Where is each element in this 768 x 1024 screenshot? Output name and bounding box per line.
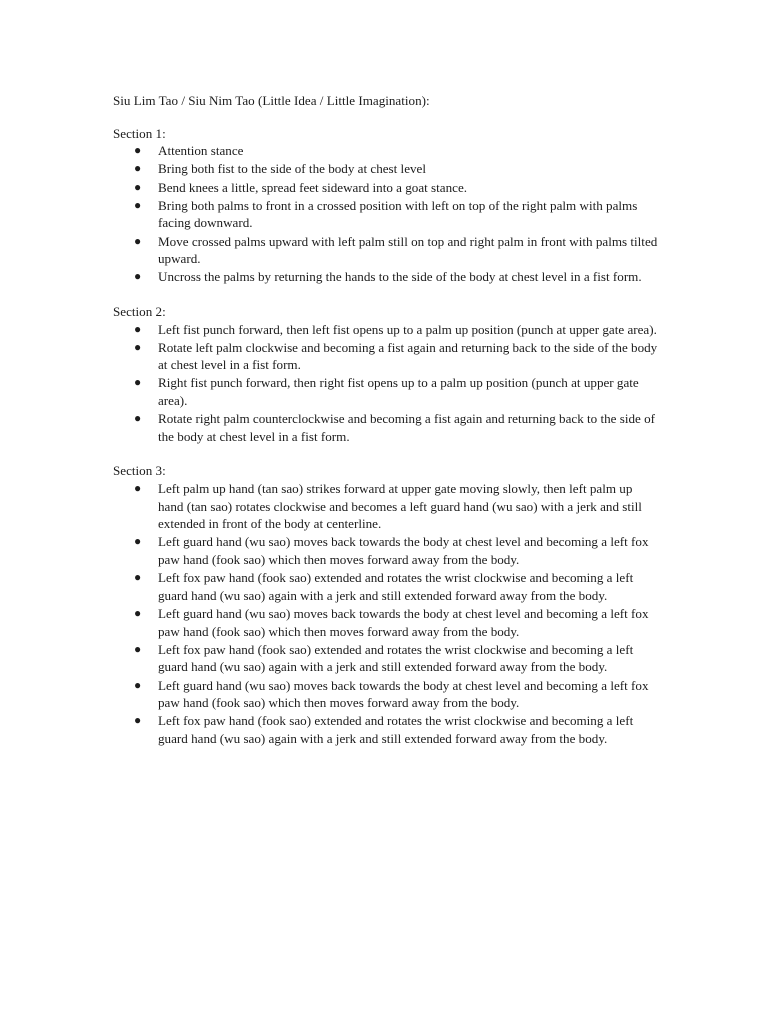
list-item xyxy=(134,339,661,374)
list-item xyxy=(134,268,661,286)
list-item xyxy=(134,410,661,445)
list-item-text: Rotate right palm counterclockwise and becoming a fist again and returning back to the side of the body at chest level in a fist form. xyxy=(158,411,656,444)
list-item xyxy=(134,197,661,232)
bullet-icon: ● xyxy=(134,233,142,248)
list-item-text: Right fist punch forward, then right fist opens up to a palm up position (punch at upper gate area). xyxy=(158,375,639,409)
bullet-icon: ● xyxy=(134,641,142,656)
list-item-text: Left fox paw hand (fook sao) extended and rotates the wrist clockwise and becoming a left guard hand (wu sao) again with a jerk and still extended forward away from the body. xyxy=(158,713,634,746)
step-list xyxy=(113,480,661,747)
list-item xyxy=(134,677,661,712)
list-item-text: Left guard hand (wu sao) moves back towards the body at chest level and becoming a left fox paw hand (fook sao) which then moves forward away from the body. xyxy=(158,605,649,639)
list-item xyxy=(134,712,661,747)
step-list xyxy=(113,142,661,286)
bullet-icon: ● xyxy=(134,481,142,496)
list-item xyxy=(134,641,661,676)
list-item-text: Bring both fist to the side of the body at chest level xyxy=(158,161,427,177)
list-item xyxy=(134,321,661,339)
bullet-icon: ● xyxy=(134,197,142,212)
list-item-text: Attention stance xyxy=(158,143,244,159)
list-item xyxy=(134,605,661,640)
list-item xyxy=(134,374,661,409)
list-item-text: Bring both palms to front in a crossed position with left on top of the right palm with palms facing downward. xyxy=(158,197,638,231)
list-item-text: Left guard hand (wu sao) moves back towards the body at chest level and becoming a left fox paw hand (fook sao) which then moves forward away from the body. xyxy=(158,677,649,711)
list-item xyxy=(134,533,661,568)
bullet-icon: ● xyxy=(134,605,142,620)
list-item xyxy=(134,142,661,160)
document-page xyxy=(113,92,661,765)
section-2 xyxy=(113,303,661,446)
list-item-text: Uncross the palms by returning the hands to the side of the body at chest level in a fist form. xyxy=(158,269,642,285)
list-item-text: Bend knees a little, spread feet sideward into a goat stance. xyxy=(158,179,468,195)
list-item-text: Left guard hand (wu sao) moves back towards the body at chest level and becoming a left fox paw hand (fook sao) which then moves forward away from the body. xyxy=(158,534,649,567)
bullet-icon: ● xyxy=(134,269,142,284)
list-item xyxy=(134,179,661,197)
list-item-text: Left fox paw hand (fook sao) extended and rotates the wrist clockwise and becoming a left guard hand (wu sao) again with a jerk and still extended forward away from the body. xyxy=(158,641,634,675)
list-item-text: Rotate left palm clockwise and becoming a fist again and returning back to the side of the body at chest level in a fist form. xyxy=(158,339,658,373)
section-heading: Section 1: xyxy=(113,125,166,141)
list-item-text: Move crossed palms upward with left palm still on top and right palm in front with palms tilted upward. xyxy=(158,233,658,267)
step-list xyxy=(113,321,661,446)
list-item xyxy=(134,569,661,604)
list-item-text: Left palm up hand (tan sao) strikes forward at upper gate moving slowly, then left palm up hand (tan sao) rotates clockwise and becomes a left guard hand (wu sao) with a jerk and still extended in front of the body at centerline. xyxy=(158,481,642,532)
bullet-icon: ● xyxy=(134,570,142,585)
bullet-icon: ● xyxy=(134,411,142,426)
bullet-icon: ● xyxy=(134,321,142,336)
list-item xyxy=(134,480,661,533)
bullet-icon: ● xyxy=(134,534,142,549)
bullet-icon: ● xyxy=(134,713,142,728)
list-item-text: Left fox paw hand (fook sao) extended and rotates the wrist clockwise and becoming a left guard hand (wu sao) again with a jerk and still extended forward away from the body. xyxy=(158,570,634,603)
section-heading: Section 2: xyxy=(113,303,166,319)
section-1 xyxy=(113,125,661,286)
list-item-text: Left fist punch forward, then left fist opens up to a palm up position (punch at upper gate area). xyxy=(158,321,657,337)
document-title: Siu Lim Tao / Siu Nim Tao (Little Idea / Little Imagination): xyxy=(113,93,430,108)
bullet-icon: ● xyxy=(134,143,142,158)
bullet-icon: ● xyxy=(134,375,142,390)
list-item xyxy=(134,160,661,178)
section-3 xyxy=(113,462,661,747)
section-heading: Section 3: xyxy=(113,463,166,479)
list-item xyxy=(134,233,661,268)
bullet-icon: ● xyxy=(134,161,142,176)
bullet-icon: ● xyxy=(134,339,142,354)
bullet-icon: ● xyxy=(134,179,142,194)
bullet-icon: ● xyxy=(134,677,142,692)
